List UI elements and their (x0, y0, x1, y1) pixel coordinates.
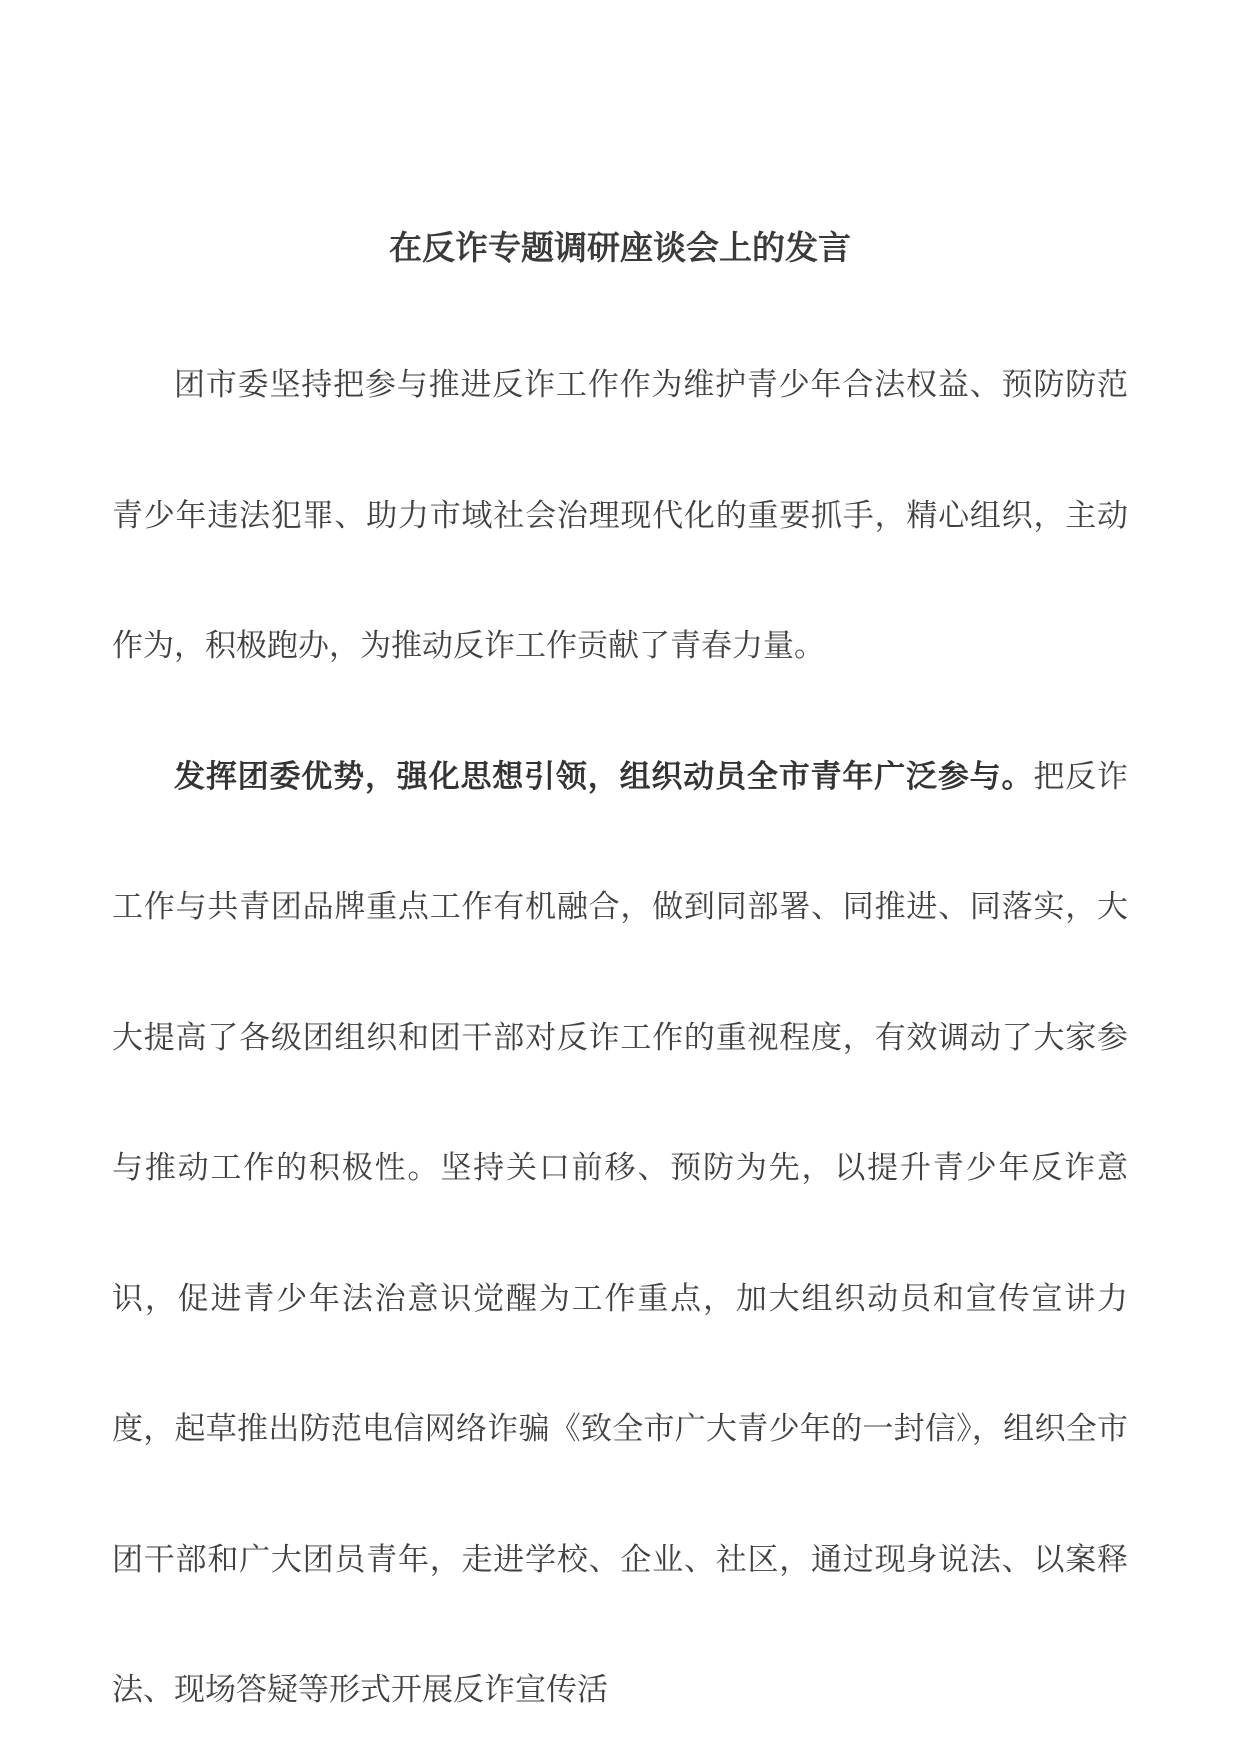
paragraph-2 (112, 712, 1128, 1756)
paragraph-2-text: 把反诈工作与共青团品牌重点工作有机融合，做到同部署、同推进、同落实，大大提高了各级团组织和团干部对反诈工作的重视程度，有效调动了大家参与推动工作的积极性。坚持关口前移、预防为先，以提升青少年反诈意识，促进青少年法治意识觉醒为工作重点，加大组织动员和宣传宣讲力度，起草推出防范电信网络诈骗《致全市广大青少年的一封信》，组织全市团干部和广大团员青年，走进学校、企业、社区，通过现身说法、以案释法、现场答疑等形式开展反诈宣传活 (112, 758, 1128, 1708)
document-body (112, 320, 1128, 1756)
paragraph-1-text: 团市委坚持把参与推进反诈工作作为维护青少年合法权益、预防防范青少年违法犯罪、助力市域社会治理现代化的重要抓手，精心组织，主动作为，积极跑办，为推动反诈工作贡献了青春力量。 (112, 367, 1128, 664)
paragraph-1 (112, 320, 1128, 712)
paragraph-2-bold-lead: 发挥团委优势，强化思想引领，组织动员全市青年广泛参与。 (174, 758, 1034, 795)
document-title: 在反诈专题调研座谈会上的发言 (389, 228, 851, 268)
